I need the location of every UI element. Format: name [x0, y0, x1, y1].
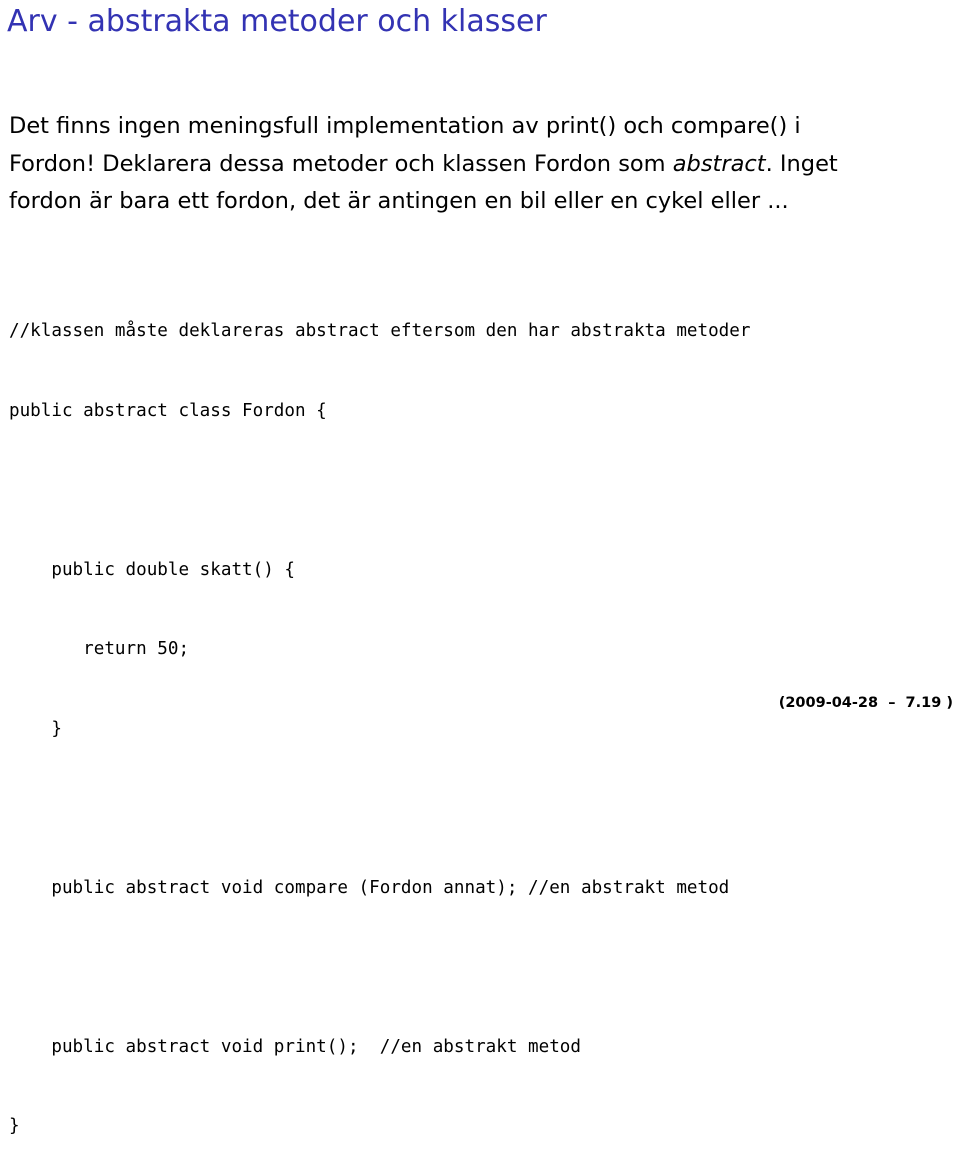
code-skatt-method-signature: public double skatt() { — [9, 559, 295, 580]
paragraph-line-2-start: Fordon! Deklarera dessa metoder och klassen Fordon som — [9, 150, 673, 177]
code-print-method: public abstract void print(); //en abstrakt metod — [9, 1036, 581, 1057]
code-block — [9, 265, 750, 1166]
paragraph-line-1: Det finns ingen meningsfull implementation av print() och compare() i — [9, 113, 801, 139]
code-compare-method: public abstract void compare (Fordon annat); //en abstrakt metod — [9, 877, 730, 898]
code-blank-line — [9, 795, 750, 822]
code-comment-line: //klassen måste deklareras abstract eftersom den har abstrakta metoder — [9, 321, 751, 341]
code-blank-line — [9, 477, 750, 504]
paragraph-line-3: fordon är bara ett fordon, det är antingen en bil eller en cykel eller ... — [9, 188, 789, 214]
slide-footer-date-page: (2009-04-28 – 7.19 ) — [778, 695, 953, 711]
code-class-close: } — [9, 1116, 20, 1136]
paragraph-line-2-end: . Inget — [765, 150, 838, 177]
body-paragraph — [9, 108, 954, 221]
code-blank-line — [9, 954, 750, 981]
code-return-statement: return 50; — [9, 639, 190, 659]
slide-title: Arv - abstrakta metoder och klasser — [7, 4, 547, 39]
code-skatt-method-close: } — [9, 718, 62, 739]
paragraph-line-2 — [9, 146, 954, 184]
code-class-declaration: public abstract class Fordon { — [9, 400, 327, 421]
abstract-keyword-italic: abstract — [672, 150, 766, 177]
